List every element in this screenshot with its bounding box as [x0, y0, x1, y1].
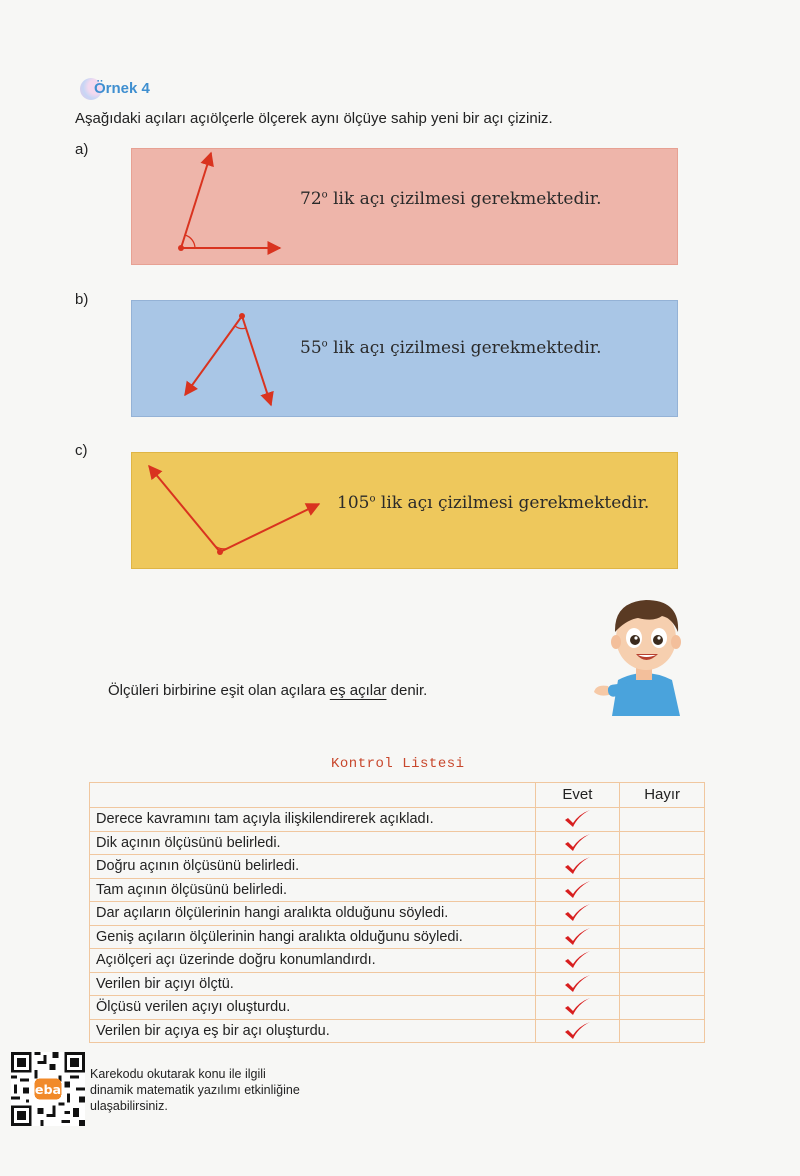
checklist-no-cell	[620, 831, 705, 855]
checklist-no-cell	[620, 808, 705, 832]
checklist-yes-cell	[535, 878, 620, 902]
checklist-no-cell	[620, 925, 705, 949]
checklist-item-text: Dar açıların ölçülerinin hangi aralıkta olduğunu söyledi.	[90, 902, 536, 926]
angle-a-caption	[300, 189, 601, 209]
checklist-row	[90, 878, 705, 902]
checklist-yes-cell	[535, 855, 620, 879]
checklist-row	[90, 949, 705, 973]
checklist-row	[90, 925, 705, 949]
definition-after: denir.	[386, 682, 428, 699]
checklist-no-cell	[620, 972, 705, 996]
angle-a-text: lik açı çizilmesi gerekmektedir.	[327, 189, 602, 209]
checklist-yes-cell	[535, 808, 620, 832]
checkmark-icon	[562, 882, 592, 898]
checkmark-icon	[562, 905, 592, 921]
checklist-header-no: Hayır	[620, 783, 705, 808]
checklist-yes-cell	[535, 831, 620, 855]
checklist-row	[90, 855, 705, 879]
checklist-item-text: Açıölçeri açı üzerinde doğru konumlandırdı.	[90, 949, 536, 973]
checklist-yes-cell	[535, 949, 620, 973]
angle-c-caption	[337, 493, 649, 513]
angle-c-arc	[211, 541, 232, 549]
degree-b: o	[321, 338, 328, 350]
checklist-yes-cell	[535, 1019, 620, 1043]
degree-c: o	[369, 493, 376, 505]
checklist-item-text: Derece kavramını tam açıyla ilişkilendirerek açıkladı.	[90, 808, 536, 832]
checklist-item-text: Doğru açının ölçüsünü belirledi.	[90, 855, 536, 879]
item-label-b: b)	[75, 291, 89, 308]
angle-a-arc	[185, 235, 195, 248]
checklist-yes-cell	[535, 996, 620, 1020]
angle-card-c	[131, 452, 678, 569]
angle-c-text: lik açı çizilmesi gerekmektedir.	[375, 493, 650, 513]
item-label-a: a)	[75, 141, 89, 158]
item-label-c: c)	[75, 442, 88, 459]
checklist-row	[90, 808, 705, 832]
checklist-yes-cell	[535, 925, 620, 949]
angle-c-ray-left	[149, 466, 220, 552]
checklist-item-text: Ölçüsü verilen açıyı oluşturdu.	[90, 996, 536, 1020]
checkmark-icon	[562, 858, 592, 874]
checklist-header-yes: Evet	[535, 783, 620, 808]
angle-card-b	[131, 300, 678, 417]
checklist-no-cell	[620, 855, 705, 879]
definition-before: Ölçüleri birbirine eşit olan açılara	[108, 682, 330, 699]
checklist-row	[90, 902, 705, 926]
checklist-item-text: Geniş açıların ölçülerinin hangi aralıkta olduğunu söyledi.	[90, 925, 536, 949]
angle-a-ray-upper	[181, 153, 211, 248]
checklist-no-cell	[620, 949, 705, 973]
instruction-text: Aşağıdaki açıları açıölçerle ölçerek aynı ölçüye sahip yeni bir açı çiziniz.	[75, 110, 553, 127]
angle-b-text: lik açı çizilmesi gerekmektedir.	[327, 338, 602, 358]
checkmark-icon	[562, 999, 592, 1015]
angle-55-figure	[132, 301, 677, 416]
checklist-title: Kontrol Listesi	[331, 756, 465, 772]
checkmark-icon	[562, 835, 592, 851]
checklist-row	[90, 1019, 705, 1043]
checklist-item-text: Dik açının ölçüsünü belirledi.	[90, 831, 536, 855]
checklist-header-row	[90, 783, 705, 808]
qr-code[interactable]	[11, 1052, 85, 1126]
angle-a-value: 72	[300, 189, 322, 209]
checklist-no-cell	[620, 996, 705, 1020]
degree-a: o	[321, 189, 328, 201]
example-title: Örnek 4	[94, 80, 150, 97]
checklist-no-cell	[620, 878, 705, 902]
angle-a-vertex	[178, 245, 184, 251]
angle-c-ray-right	[220, 504, 319, 552]
checklist-item-text: Verilen bir açıya eş bir açı oluşturdu.	[90, 1019, 536, 1043]
angle-b-ray-right	[242, 316, 271, 405]
definition-term: eş açılar	[329, 682, 387, 699]
checklist-row	[90, 831, 705, 855]
angle-c-vertex	[217, 549, 223, 555]
qr-caption: Karekodu okutarak konu ile ilgili dinamik matematik yazılımı etkinliğine ulaşabilirsiniz.	[90, 1067, 300, 1113]
angle-b-caption	[300, 338, 601, 358]
angle-b-value: 55	[300, 338, 322, 358]
checklist-no-cell	[620, 1019, 705, 1043]
boy-illustration	[588, 588, 700, 716]
angle-b-ray-left	[185, 316, 242, 395]
angle-c-value: 105	[337, 493, 370, 513]
checklist-yes-cell	[535, 902, 620, 926]
checklist-header-item	[90, 783, 536, 808]
checklist-item-text: Tam açının ölçüsünü belirledi.	[90, 878, 536, 902]
checklist-item-text: Verilen bir açıyı ölçtü.	[90, 972, 536, 996]
checklist-row	[90, 996, 705, 1020]
checkmark-icon	[562, 952, 592, 968]
checklist-table	[89, 782, 705, 1043]
checklist-row	[90, 972, 705, 996]
checklist-no-cell	[620, 902, 705, 926]
svg-text:eba: eba	[34, 1082, 62, 1098]
checkmark-icon	[562, 811, 592, 827]
checklist-yes-cell	[535, 972, 620, 996]
checkmark-icon	[562, 976, 592, 992]
checkmark-icon	[562, 1023, 592, 1039]
checkmark-icon	[562, 929, 592, 945]
definition-text	[108, 682, 427, 699]
angle-b-vertex	[239, 313, 245, 319]
angle-card-a	[131, 148, 678, 265]
